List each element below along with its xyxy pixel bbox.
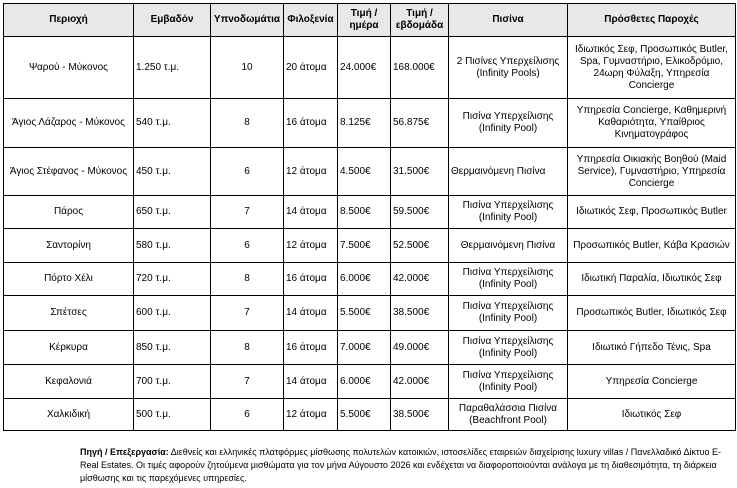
table-header-row	[4, 4, 736, 37]
cell-pool: Πισίνα Υπερχείλισης (Infinity Pool)	[449, 263, 568, 296]
cell-size: 650 τ.μ.	[134, 196, 211, 229]
cell-capacity: 12 άτομα	[284, 399, 338, 431]
cell-pool: 2 Πισίνες Υπερχείλισης (Infinity Pools)	[449, 37, 568, 99]
header-pool: Πισίνα	[449, 4, 568, 37]
source-label: Πηγή / Επεξεργασία:	[80, 447, 169, 457]
cell-price-week: 42.000€	[391, 263, 449, 296]
cell-bedrooms: 7	[211, 196, 284, 229]
cell-price-day: 7.000€	[338, 331, 391, 365]
cell-capacity: 14 άτομα	[284, 196, 338, 229]
cell-amenities: Ιδιωτική Παραλία, Ιδιωτικός Σεφ	[568, 263, 736, 296]
cell-area: Πάρος	[4, 196, 134, 229]
cell-size: 600 τ.μ.	[134, 296, 211, 331]
cell-size: 1.250 τ.μ.	[134, 37, 211, 99]
cell-price-day: 6.000€	[338, 263, 391, 296]
cell-price-week: 168.000€	[391, 37, 449, 99]
cell-price-week: 49.000€	[391, 331, 449, 365]
cell-capacity: 20 άτομα	[284, 37, 338, 99]
cell-price-day: 8.500€	[338, 196, 391, 229]
table-row	[4, 99, 736, 148]
header-price-week: Τιμή / εβδομάδα	[391, 4, 449, 37]
cell-bedrooms: 7	[211, 296, 284, 331]
cell-amenities: Προσωπικός Butler, Ιδιωτικός Σεφ	[568, 296, 736, 331]
cell-area: Κέρκυρα	[4, 331, 134, 365]
table-row	[4, 331, 736, 365]
cell-pool: Πισίνα Υπερχείλισης (Infinity Pool)	[449, 365, 568, 399]
cell-pool: Παραθαλάσσια Πισίνα (Beachfront Pool)	[449, 399, 568, 431]
cell-price-week: 52.500€	[391, 229, 449, 263]
cell-size: 540 τ.μ.	[134, 99, 211, 148]
header-price-day: Τιμή / ημέρα	[338, 4, 391, 37]
cell-size: 720 τ.μ.	[134, 263, 211, 296]
cell-price-week: 38.500€	[391, 296, 449, 331]
cell-area: Κεφαλονιά	[4, 365, 134, 399]
cell-price-day: 5.500€	[338, 399, 391, 431]
cell-price-day: 6.000€	[338, 365, 391, 399]
cell-price-day: 5.500€	[338, 296, 391, 331]
cell-amenities: Προσωπικός Butler, Κάβα Κρασιών	[568, 229, 736, 263]
cell-capacity: 14 άτομα	[284, 296, 338, 331]
header-capacity: Φιλοξενία	[284, 4, 338, 37]
cell-amenities: Ιδιωτικό Γήπεδο Τένις, Spa	[568, 331, 736, 365]
cell-area: Σαντορίνη	[4, 229, 134, 263]
cell-amenities: Ιδιωτικός Σεφ, Προσωπικός Butler	[568, 196, 736, 229]
cell-bedrooms: 6	[211, 229, 284, 263]
villas-table	[3, 3, 736, 431]
table-row	[4, 263, 736, 296]
table-row	[4, 196, 736, 229]
cell-bedrooms: 10	[211, 37, 284, 99]
source-text: Διεθνείς και ελληνικές πλατφόρμες μίσθωσης πολυτελών κατοικιών, ιστοσελίδες εταιρειών διαχείρισης luxury villas / Πανελλαδικό Δίκτυο E-Real Estates. Οι τιμές αφορούν ζητούμενα μισθώματα για τον μήνα Αύγουστο 2026 και ενδέχεται να διαφοροποιούνται ανάλογα με τη διαθεσιμότητα, τη διάρκεια μίσθωσης και τις παρεχόμενες υπηρεσίες.	[80, 447, 721, 483]
cell-amenities: Υπηρεσία Οικιακής Βοηθού (Maid Service), Γυμναστήριο, Υπηρεσία Concierge	[568, 148, 736, 196]
cell-capacity: 16 άτομα	[284, 263, 338, 296]
cell-bedrooms: 6	[211, 148, 284, 196]
cell-size: 450 τ.μ.	[134, 148, 211, 196]
cell-price-week: 59.500€	[391, 196, 449, 229]
cell-bedrooms: 7	[211, 365, 284, 399]
cell-bedrooms: 8	[211, 99, 284, 148]
cell-size: 500 τ.μ.	[134, 399, 211, 431]
cell-area: Ψαρού - Μύκονος	[4, 37, 134, 99]
cell-price-day: 4.500€	[338, 148, 391, 196]
cell-size: 580 τ.μ.	[134, 229, 211, 263]
header-bedrooms: Υπνοδωμάτια	[211, 4, 284, 37]
cell-pool: Πισίνα Υπερχείλισης (Infinity Pool)	[449, 331, 568, 365]
table-row	[4, 399, 736, 431]
cell-pool: Πισίνα Υπερχείλισης (Infinity Pool)	[449, 296, 568, 331]
cell-pool: Πισίνα Υπερχείλισης (Infinity Pool)	[449, 196, 568, 229]
cell-capacity: 12 άτομα	[284, 229, 338, 263]
cell-amenities: Ιδιωτικός Σεφ	[568, 399, 736, 431]
cell-capacity: 16 άτομα	[284, 99, 338, 148]
table-row	[4, 229, 736, 263]
source-note	[80, 446, 730, 485]
cell-area: Άγιος Λάζαρος - Μύκονος	[4, 99, 134, 148]
table-row	[4, 365, 736, 399]
cell-price-week: 31.500€	[391, 148, 449, 196]
cell-capacity: 14 άτομα	[284, 365, 338, 399]
cell-price-week: 56.875€	[391, 99, 449, 148]
cell-price-day: 24.000€	[338, 37, 391, 99]
cell-amenities: Υπηρεσία Concierge, Καθημερινή Καθαριότητα, Υπαίθριος Κινηματογράφος	[568, 99, 736, 148]
cell-bedrooms: 6	[211, 399, 284, 431]
cell-bedrooms: 8	[211, 263, 284, 296]
table-row	[4, 37, 736, 99]
cell-price-week: 38.500€	[391, 399, 449, 431]
cell-price-week: 42.000€	[391, 365, 449, 399]
cell-bedrooms: 8	[211, 331, 284, 365]
cell-pool: Θερμαινόμενη Πισίνα	[449, 148, 568, 196]
cell-area: Πόρτο Χέλι	[4, 263, 134, 296]
table-row	[4, 148, 736, 196]
cell-price-day: 8.125€	[338, 99, 391, 148]
cell-pool: Θερμαινόμενη Πισίνα	[449, 229, 568, 263]
cell-size: 850 τ.μ.	[134, 331, 211, 365]
header-area: Περιοχή	[4, 4, 134, 37]
cell-pool: Πισίνα Υπερχείλισης (Infinity Pool)	[449, 99, 568, 148]
cell-amenities: Υπηρεσία Concierge	[568, 365, 736, 399]
header-size: Εμβαδόν	[134, 4, 211, 37]
cell-capacity: 16 άτομα	[284, 331, 338, 365]
header-amenities: Πρόσθετες Παροχές	[568, 4, 736, 37]
cell-size: 700 τ.μ.	[134, 365, 211, 399]
cell-area: Χαλκιδική	[4, 399, 134, 431]
cell-amenities: Ιδιωτικός Σεφ, Προσωπικός Butler, Spa, Γυμναστήριο, Ελικοδρόμιο, 24ωρη Φύλαξη, Υπηρεσία Concierge	[568, 37, 736, 99]
cell-capacity: 12 άτομα	[284, 148, 338, 196]
table-row	[4, 296, 736, 331]
cell-area: Άγιος Στέφανος - Μύκονος	[4, 148, 134, 196]
cell-price-day: 7.500€	[338, 229, 391, 263]
cell-area: Σπέτσες	[4, 296, 134, 331]
